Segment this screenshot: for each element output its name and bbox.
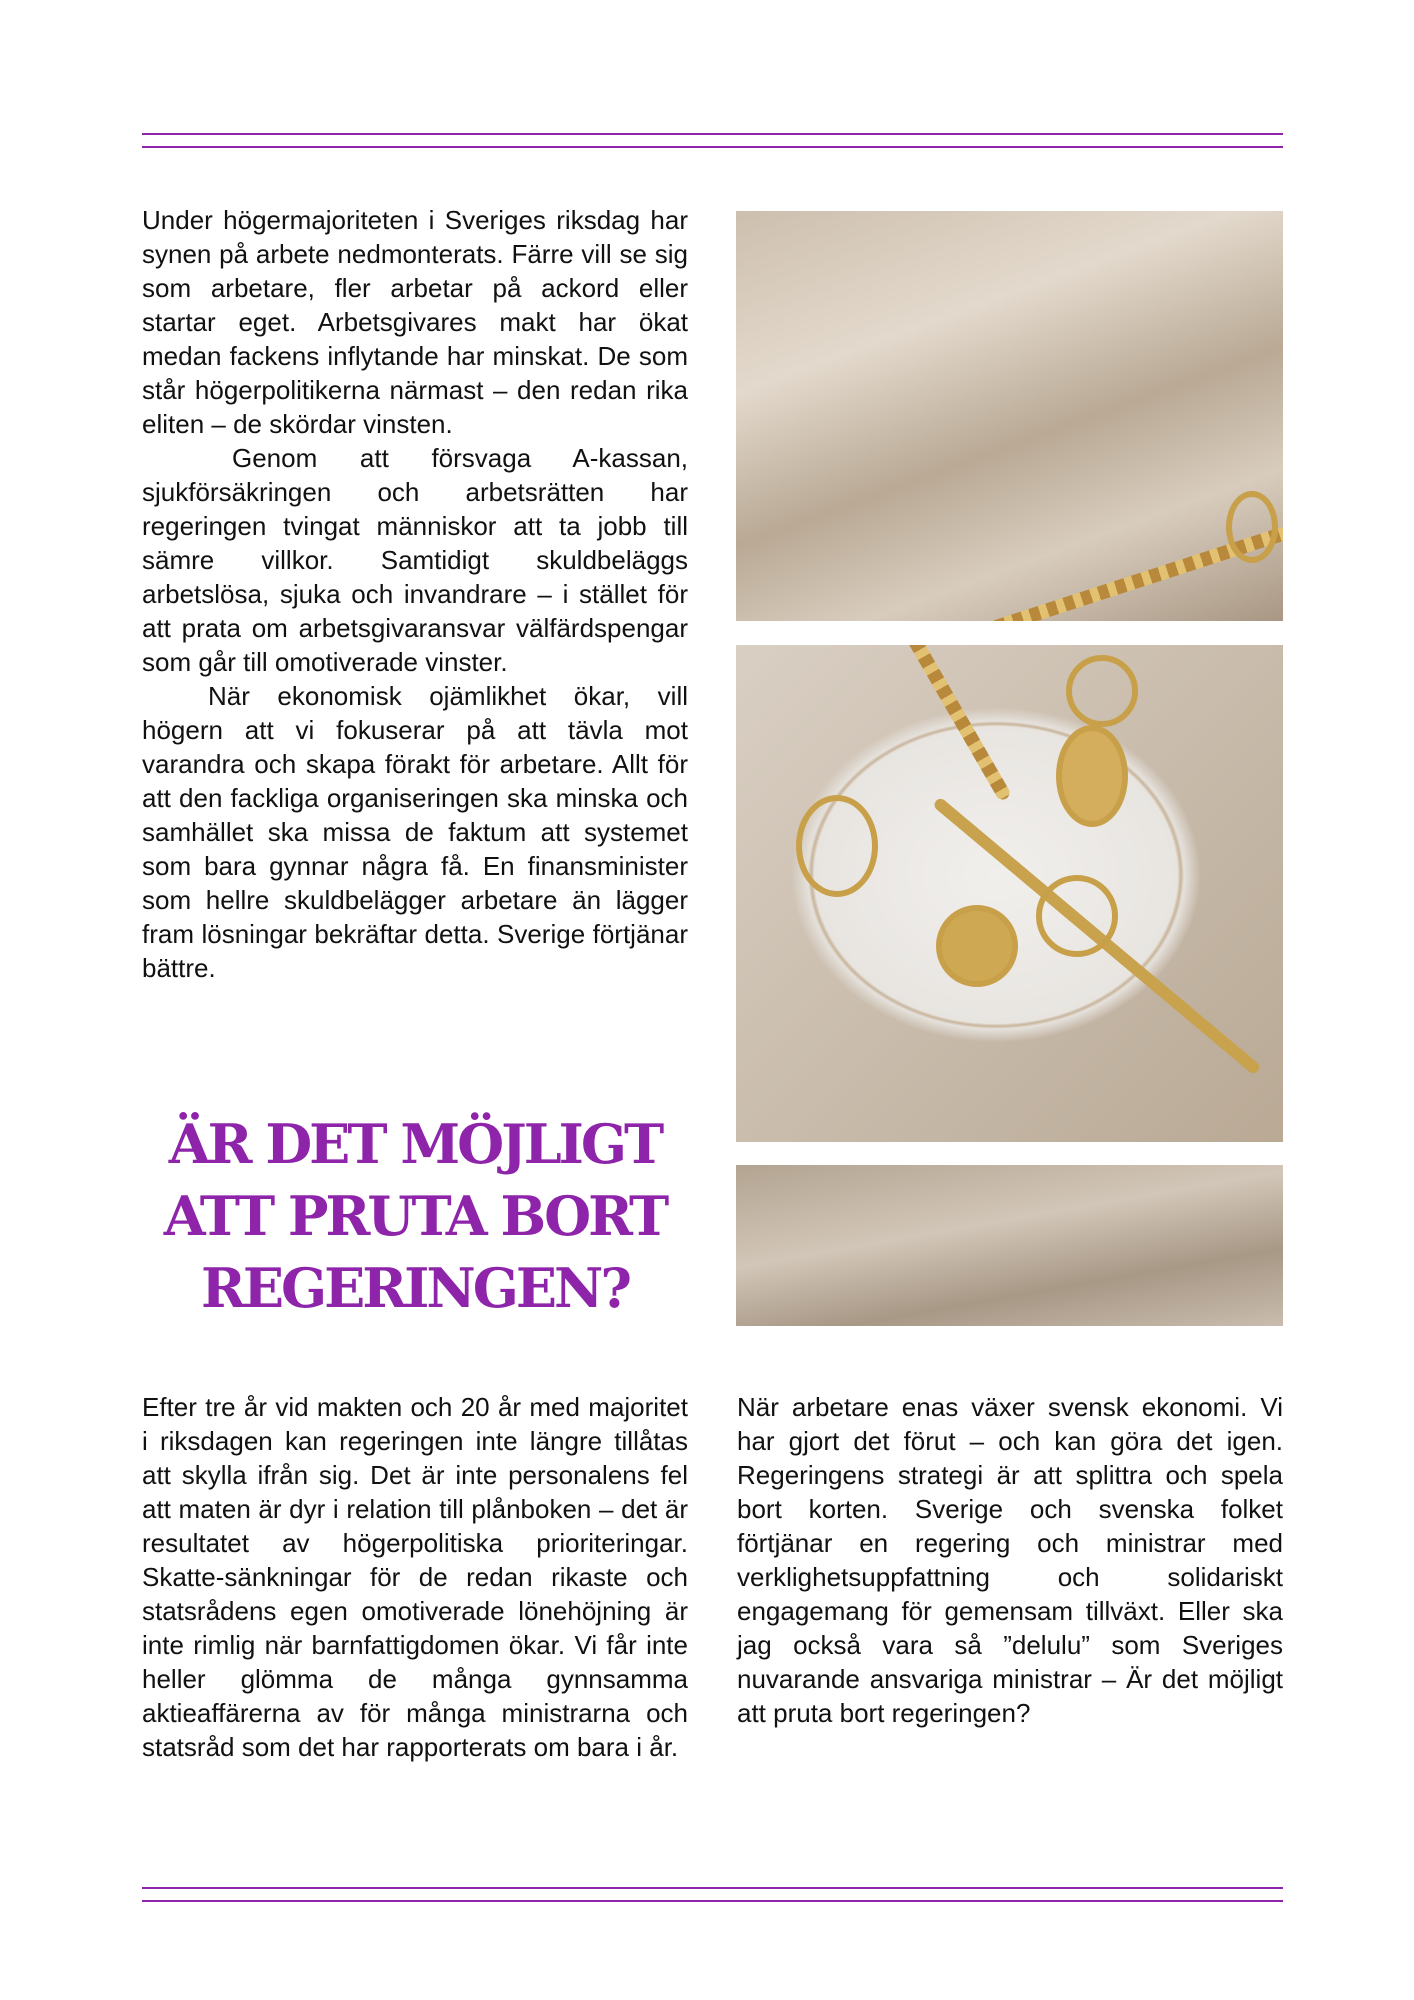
left-column-top	[142, 203, 688, 985]
photo-gold-fork-jewelry	[736, 645, 1283, 1142]
top-rule-2	[142, 146, 1283, 148]
article-heading: ÄR DET MÖJLIGT ATT PRUTA BORT REGERINGEN?	[163, 1112, 667, 1320]
bottom-rule-1	[142, 1887, 1283, 1889]
bottom-rule-2	[142, 1900, 1283, 1902]
paragraph-1: Under högermajoriteten i Sveriges riksdag har synen på arbete nedmonterats. Färre vill se sig som arbetare, fler arbetar på ackord eller startar eget. Arbetsgivares makt har ökat medan fackens inflytande har minskat. De som står högerpolitikerna närmast – den redan rika eliten – de skördar vinsten.	[142, 205, 688, 439]
paragraph-4: Efter tre år vid makten och 20 år med majoritet i riksdagen kan regeringen inte längre tillåtas att skylla ifrån sig. Det är inte personalens fel att maten är dyr i relation till plånboken – det är resultatet av högerpolitiska prioriteringar. Skatte-sänkningar för de redan rikaste och statsrådens egen omotiverade lönehöjning är inte rimlig när barnfattigdomen ökar. Vi får inte heller glömma de många gynnsamma aktieaffärerna av för många ministrarna och statsråd som det har rapporterats om bara i år.	[142, 1392, 688, 1762]
top-rule-1	[142, 133, 1283, 135]
paragraph-5: När arbetare enas växer svensk ekonomi. Vi har gjort det förut – och kan göra det igen. Regeringens strategi är att splittra och spela bort korten. Sverige och svenska folket förtjänar en regering och ministrar med verklighetsuppfattning och solidariskt engagemang för gemensam tillväxt. Eller ska jag också vara så ”delulu” som Sveriges nuvarande ansvariga ministrar – Är det möjligt att pruta bort regeringen?	[737, 1392, 1283, 1728]
paragraph-2: Genom att försvaga A-kassan, sjukförsäkringen och arbetsrätten har regeringen tvingat människor att ta jobb till sämre villkor. Samtidigt skuldbeläggs arbetslösa, sjuka och invandrare – i stället för att prata om arbetsgivaransvar välfärdspengar som går till omotiverade vinster.	[142, 443, 688, 677]
paragraph-3: När ekonomisk ojämlikhet ökar, vill högern att vi fokuserar på att tävla mot varandra och skapa förakt för arbetare. Allt för att den fackliga organiseringen ska minska och samhället ska missa de faktum att systemet som bara gynnar några få. En finansminister som hellre skuldbelägger arbetare än lägger fram lösningar bekräftar detta. Sverige förtjänar bättre.	[142, 681, 688, 983]
right-column-bottom	[737, 1390, 1283, 1730]
left-column-bottom	[142, 1390, 688, 1764]
photo-satin-plate-jewelry	[736, 211, 1283, 621]
photo-satin-fabric	[736, 1165, 1283, 1326]
